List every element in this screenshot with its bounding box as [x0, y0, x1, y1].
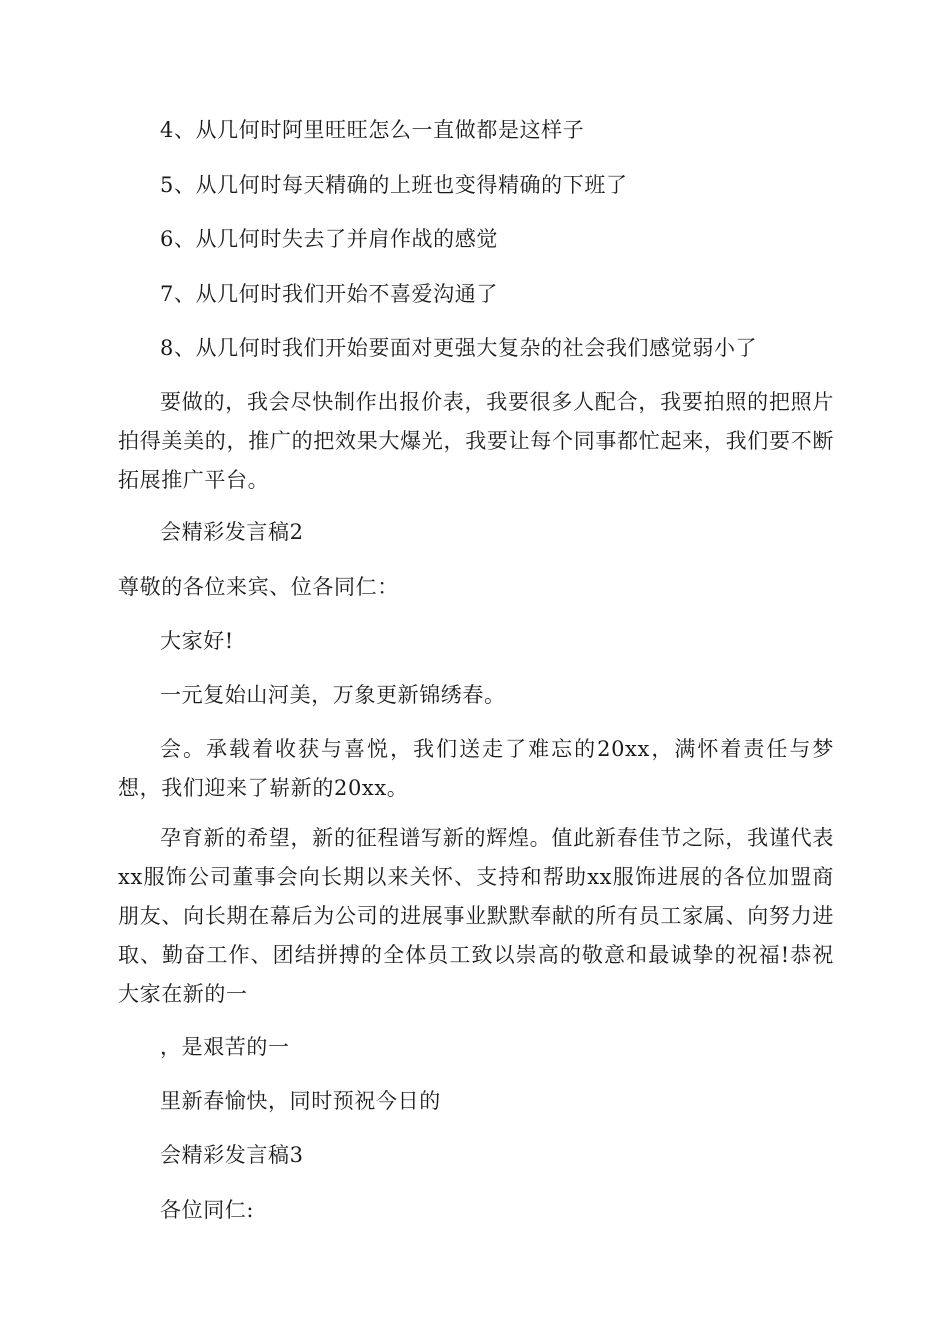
- greeting: 大家好!: [160, 629, 234, 653]
- fragment-line-1: ，是艰苦的一: [160, 1035, 290, 1059]
- list-item-8: 8、从几何时我们开始要面对更强大复杂的社会我们感觉弱小了: [160, 336, 758, 360]
- paragraph-quotation-plan: 要做的，我会尽快制作出报价表，我要很多人配合，我要拍照的把照片拍得美美的，推广的把效果大爆光，我要让每个同事都忙起来，我们要不断拓展推广平台。: [118, 390, 834, 492]
- section-heading-2: 会精彩发言稿2: [160, 520, 304, 544]
- list-item-4: 4、从几何时阿里旺旺怎么一直做都是这样子: [160, 118, 585, 142]
- couplet-line: 一元复始山河美，万象更新锦绣春。: [160, 683, 506, 707]
- salutation-colleagues: 各位同仁:: [160, 1198, 255, 1222]
- section-heading-3: 会精彩发言稿3: [160, 1143, 304, 1167]
- list-item-6: 6、从几何时失去了并肩作战的感觉: [160, 227, 498, 251]
- paragraph-year-review: 会。承载着收获与喜悦，我们送走了难忘的20xx，满怀着责任与梦想，我们迎来了崭新的20xx。: [118, 737, 834, 800]
- fragment-line-2: 里新春愉快，同时预祝今日的: [160, 1089, 441, 1113]
- list-item-7: 7、从几何时我们开始不喜爱沟通了: [160, 282, 498, 306]
- list-item-5: 5、从几何时每天精确的上班也变得精确的下班了: [160, 173, 628, 197]
- salutation-guests: 尊敬的各位来宾、位各同仁：: [118, 575, 399, 599]
- paragraph-new-year-wishes: 孕育新的希望，新的征程谱写新的辉煌。值此新春佳节之际，我谨代表xx服饰公司董事会向长期以来关怀、支持和帮助xx服饰进展的各位加盟商朋友、向长期在幕后为公司的进展事业默默奉献的所有员工家属、向努力进取、勤奋工作、团结拼搏的全体员工致以崇高的敬意和最诚挚的祝福!恭祝大家在新的一: [118, 826, 834, 1006]
